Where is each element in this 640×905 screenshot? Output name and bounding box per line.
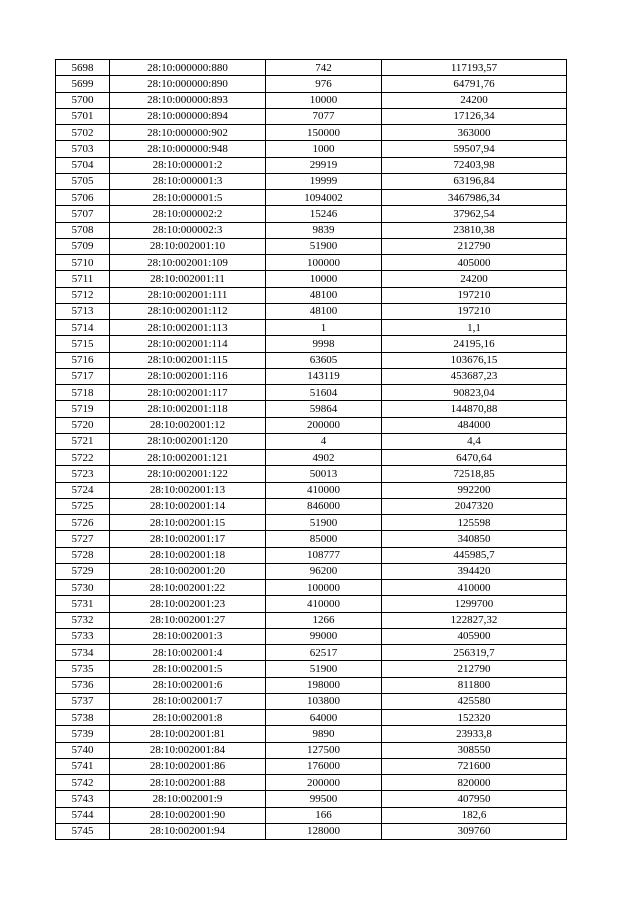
row-number-cell: 5702	[56, 125, 110, 141]
cadastral-number-cell: 28:10:002001:88	[110, 775, 266, 791]
value-cell: 484000	[382, 417, 567, 433]
area-cell: 51900	[266, 515, 382, 531]
value-cell: 23933,8	[382, 726, 567, 742]
area-cell: 150000	[266, 125, 382, 141]
value-cell: 256319,7	[382, 645, 567, 661]
table-row	[56, 661, 567, 677]
area-cell: 108777	[266, 547, 382, 563]
cadastral-number-cell: 28:10:002001:18	[110, 547, 266, 563]
table-row	[56, 352, 567, 368]
area-cell: 29919	[266, 157, 382, 173]
value-cell: 4,4	[382, 433, 567, 449]
value-cell: 212790	[382, 238, 567, 254]
cadastral-number-cell: 28:10:002001:118	[110, 401, 266, 417]
row-number-cell: 5712	[56, 287, 110, 303]
row-number-cell: 5710	[56, 255, 110, 271]
area-cell: 4	[266, 433, 382, 449]
cadastral-number-cell: 28:10:002001:3	[110, 628, 266, 644]
table-row	[56, 433, 567, 449]
area-cell: 1000	[266, 141, 382, 157]
value-cell: 122827,32	[382, 612, 567, 628]
area-cell: 64000	[266, 710, 382, 726]
cadastral-number-cell: 28:10:000002:2	[110, 206, 266, 222]
table-row	[56, 823, 567, 839]
value-cell: 24195,16	[382, 336, 567, 352]
area-cell: 59864	[266, 401, 382, 417]
area-cell: 48100	[266, 287, 382, 303]
cadastral-number-cell: 28:10:002001:116	[110, 368, 266, 384]
cadastral-number-cell: 28:10:002001:17	[110, 531, 266, 547]
table-row	[56, 580, 567, 596]
area-cell: 9998	[266, 336, 382, 352]
value-cell: 17126,34	[382, 108, 567, 124]
cadastral-number-cell: 28:10:000001:5	[110, 190, 266, 206]
table-row	[56, 336, 567, 352]
table-row	[56, 271, 567, 287]
cadastral-number-cell: 28:10:000000:902	[110, 125, 266, 141]
area-cell: 10000	[266, 271, 382, 287]
cadastral-number-cell: 28:10:000002:3	[110, 222, 266, 238]
area-cell: 63605	[266, 352, 382, 368]
cadastral-number-cell: 28:10:002001:8	[110, 710, 266, 726]
cadastral-number-cell: 28:10:002001:14	[110, 498, 266, 514]
value-cell: 992200	[382, 482, 567, 498]
table-row	[56, 190, 567, 206]
row-number-cell: 5727	[56, 531, 110, 547]
table-row	[56, 515, 567, 531]
value-cell: 125598	[382, 515, 567, 531]
value-cell: 182,6	[382, 807, 567, 823]
area-cell: 4902	[266, 450, 382, 466]
value-cell: 445985,7	[382, 547, 567, 563]
area-cell: 7077	[266, 108, 382, 124]
cadastral-number-cell: 28:10:002001:121	[110, 450, 266, 466]
row-number-cell: 5715	[56, 336, 110, 352]
row-number-cell: 5726	[56, 515, 110, 531]
value-cell: 24200	[382, 92, 567, 108]
table-row	[56, 206, 567, 222]
row-number-cell: 5707	[56, 206, 110, 222]
row-number-cell: 5706	[56, 190, 110, 206]
table-row	[56, 385, 567, 401]
row-number-cell: 5711	[56, 271, 110, 287]
table-body	[56, 60, 567, 840]
area-cell: 51604	[266, 385, 382, 401]
cadastral-number-cell: 28:10:002001:4	[110, 645, 266, 661]
table-row	[56, 596, 567, 612]
cadastral-number-cell: 28:10:000000:894	[110, 108, 266, 124]
cadastral-number-cell: 28:10:002001:112	[110, 303, 266, 319]
row-number-cell: 5708	[56, 222, 110, 238]
row-number-cell: 5730	[56, 580, 110, 596]
cadastral-number-cell: 28:10:002001:23	[110, 596, 266, 612]
row-number-cell: 5737	[56, 693, 110, 709]
cadastral-number-cell: 28:10:000001:2	[110, 157, 266, 173]
table-row	[56, 141, 567, 157]
cadastral-number-cell: 28:10:002001:113	[110, 320, 266, 336]
table-row	[56, 255, 567, 271]
value-cell: 197210	[382, 287, 567, 303]
cadastral-number-cell: 28:10:000000:948	[110, 141, 266, 157]
table-row	[56, 628, 567, 644]
cadastral-number-cell: 28:10:002001:84	[110, 742, 266, 758]
cadastral-number-cell: 28:10:002001:109	[110, 255, 266, 271]
cadastral-number-cell: 28:10:002001:15	[110, 515, 266, 531]
area-cell: 410000	[266, 596, 382, 612]
area-cell: 100000	[266, 580, 382, 596]
row-number-cell: 5728	[56, 547, 110, 563]
table-row	[56, 710, 567, 726]
cadastral-number-cell: 28:10:002001:120	[110, 433, 266, 449]
cadastral-number-cell: 28:10:002001:111	[110, 287, 266, 303]
value-cell: 212790	[382, 661, 567, 677]
area-cell: 9890	[266, 726, 382, 742]
table-row	[56, 775, 567, 791]
area-cell: 19999	[266, 173, 382, 189]
area-cell: 410000	[266, 482, 382, 498]
row-number-cell: 5721	[56, 433, 110, 449]
row-number-cell: 5700	[56, 92, 110, 108]
value-cell: 117193,57	[382, 60, 567, 76]
table-row	[56, 807, 567, 823]
cadastral-number-cell: 28:10:002001:86	[110, 758, 266, 774]
row-number-cell: 5735	[56, 661, 110, 677]
cadastral-number-cell: 28:10:000000:893	[110, 92, 266, 108]
row-number-cell: 5714	[56, 320, 110, 336]
cadastral-number-cell: 28:10:002001:10	[110, 238, 266, 254]
value-cell: 1299700	[382, 596, 567, 612]
value-cell: 308550	[382, 742, 567, 758]
area-cell: 51900	[266, 238, 382, 254]
table-row	[56, 320, 567, 336]
table-row	[56, 645, 567, 661]
table-row	[56, 758, 567, 774]
table-row	[56, 466, 567, 482]
row-number-cell: 5713	[56, 303, 110, 319]
area-cell: 85000	[266, 531, 382, 547]
value-cell: 24200	[382, 271, 567, 287]
table-row	[56, 791, 567, 807]
value-cell: 144870,88	[382, 401, 567, 417]
row-number-cell: 5703	[56, 141, 110, 157]
table-row	[56, 417, 567, 433]
cadastral-number-cell: 28:10:002001:6	[110, 677, 266, 693]
row-number-cell: 5733	[56, 628, 110, 644]
row-number-cell: 5732	[56, 612, 110, 628]
table-row	[56, 92, 567, 108]
table-row	[56, 726, 567, 742]
value-cell: 72518,85	[382, 466, 567, 482]
area-cell: 846000	[266, 498, 382, 514]
value-cell: 63196,84	[382, 173, 567, 189]
value-cell: 340850	[382, 531, 567, 547]
value-cell: 811800	[382, 677, 567, 693]
row-number-cell: 5709	[56, 238, 110, 254]
row-number-cell: 5744	[56, 807, 110, 823]
value-cell: 90823,04	[382, 385, 567, 401]
table-row	[56, 531, 567, 547]
row-number-cell: 5716	[56, 352, 110, 368]
cadastral-number-cell: 28:10:002001:114	[110, 336, 266, 352]
table-row	[56, 401, 567, 417]
row-number-cell: 5745	[56, 823, 110, 839]
cadastral-number-cell: 28:10:002001:27	[110, 612, 266, 628]
area-cell: 976	[266, 76, 382, 92]
area-cell: 1094002	[266, 190, 382, 206]
value-cell: 410000	[382, 580, 567, 596]
value-cell: 64791,76	[382, 76, 567, 92]
row-number-cell: 5719	[56, 401, 110, 417]
table-row	[56, 60, 567, 76]
area-cell: 9839	[266, 222, 382, 238]
area-cell: 200000	[266, 417, 382, 433]
row-number-cell: 5699	[56, 76, 110, 92]
value-cell: 37962,54	[382, 206, 567, 222]
area-cell: 103800	[266, 693, 382, 709]
value-cell: 152320	[382, 710, 567, 726]
table-row	[56, 742, 567, 758]
row-number-cell: 5698	[56, 60, 110, 76]
area-cell: 48100	[266, 303, 382, 319]
cadastral-number-cell: 28:10:002001:122	[110, 466, 266, 482]
row-number-cell: 5725	[56, 498, 110, 514]
row-number-cell: 5724	[56, 482, 110, 498]
value-cell: 23810,38	[382, 222, 567, 238]
area-cell: 62517	[266, 645, 382, 661]
table-row	[56, 677, 567, 693]
area-cell: 176000	[266, 758, 382, 774]
row-number-cell: 5701	[56, 108, 110, 124]
cadastral-number-cell: 28:10:002001:117	[110, 385, 266, 401]
cadastral-number-cell: 28:10:000001:3	[110, 173, 266, 189]
table-row	[56, 547, 567, 563]
table-row	[56, 173, 567, 189]
area-cell: 127500	[266, 742, 382, 758]
value-cell: 103676,15	[382, 352, 567, 368]
cadastral-number-cell: 28:10:002001:11	[110, 271, 266, 287]
area-cell: 143119	[266, 368, 382, 384]
cadastral-number-cell: 28:10:000000:880	[110, 60, 266, 76]
cadastral-number-cell: 28:10:002001:22	[110, 580, 266, 596]
area-cell: 1266	[266, 612, 382, 628]
area-cell: 200000	[266, 775, 382, 791]
area-cell: 742	[266, 60, 382, 76]
row-number-cell: 5718	[56, 385, 110, 401]
value-cell: 425580	[382, 693, 567, 709]
cadastral-number-cell: 28:10:002001:12	[110, 417, 266, 433]
table-row	[56, 76, 567, 92]
area-cell: 50013	[266, 466, 382, 482]
cadastral-number-cell: 28:10:002001:7	[110, 693, 266, 709]
table-row	[56, 612, 567, 628]
row-number-cell: 5734	[56, 645, 110, 661]
table-row	[56, 450, 567, 466]
area-cell: 100000	[266, 255, 382, 271]
value-cell: 3467986,34	[382, 190, 567, 206]
value-cell: 59507,94	[382, 141, 567, 157]
cadastral-number-cell: 28:10:002001:9	[110, 791, 266, 807]
table-row	[56, 157, 567, 173]
area-cell: 198000	[266, 677, 382, 693]
table-row	[56, 222, 567, 238]
cadastral-number-cell: 28:10:002001:5	[110, 661, 266, 677]
value-cell: 72403,98	[382, 157, 567, 173]
value-cell: 407950	[382, 791, 567, 807]
row-number-cell: 5705	[56, 173, 110, 189]
table-row	[56, 238, 567, 254]
area-cell: 51900	[266, 661, 382, 677]
value-cell: 453687,23	[382, 368, 567, 384]
cadastral-number-cell: 28:10:002001:90	[110, 807, 266, 823]
row-number-cell: 5738	[56, 710, 110, 726]
area-cell: 96200	[266, 563, 382, 579]
row-number-cell: 5704	[56, 157, 110, 173]
table-row	[56, 693, 567, 709]
data-table	[55, 59, 567, 840]
value-cell: 820000	[382, 775, 567, 791]
row-number-cell: 5720	[56, 417, 110, 433]
table-row	[56, 498, 567, 514]
table-row	[56, 287, 567, 303]
cadastral-number-cell: 28:10:002001:20	[110, 563, 266, 579]
cadastral-number-cell: 28:10:002001:115	[110, 352, 266, 368]
row-number-cell: 5743	[56, 791, 110, 807]
row-number-cell: 5717	[56, 368, 110, 384]
table-row	[56, 482, 567, 498]
cadastral-number-cell: 28:10:002001:81	[110, 726, 266, 742]
row-number-cell: 5731	[56, 596, 110, 612]
row-number-cell: 5723	[56, 466, 110, 482]
table-row	[56, 108, 567, 124]
area-cell: 1	[266, 320, 382, 336]
value-cell: 721600	[382, 758, 567, 774]
table-row	[56, 563, 567, 579]
row-number-cell: 5741	[56, 758, 110, 774]
cadastral-number-cell: 28:10:000000:890	[110, 76, 266, 92]
table-row	[56, 303, 567, 319]
value-cell: 405000	[382, 255, 567, 271]
value-cell: 2047320	[382, 498, 567, 514]
row-number-cell: 5736	[56, 677, 110, 693]
row-number-cell: 5722	[56, 450, 110, 466]
value-cell: 6470,64	[382, 450, 567, 466]
area-cell: 128000	[266, 823, 382, 839]
area-cell: 166	[266, 807, 382, 823]
value-cell: 309760	[382, 823, 567, 839]
row-number-cell: 5740	[56, 742, 110, 758]
table-row	[56, 368, 567, 384]
value-cell: 197210	[382, 303, 567, 319]
table-row	[56, 125, 567, 141]
area-cell: 99500	[266, 791, 382, 807]
area-cell: 10000	[266, 92, 382, 108]
area-cell: 15246	[266, 206, 382, 222]
cadastral-number-cell: 28:10:002001:94	[110, 823, 266, 839]
area-cell: 99000	[266, 628, 382, 644]
row-number-cell: 5742	[56, 775, 110, 791]
value-cell: 394420	[382, 563, 567, 579]
row-number-cell: 5729	[56, 563, 110, 579]
row-number-cell: 5739	[56, 726, 110, 742]
value-cell: 363000	[382, 125, 567, 141]
cadastral-number-cell: 28:10:002001:13	[110, 482, 266, 498]
value-cell: 1,1	[382, 320, 567, 336]
value-cell: 405900	[382, 628, 567, 644]
